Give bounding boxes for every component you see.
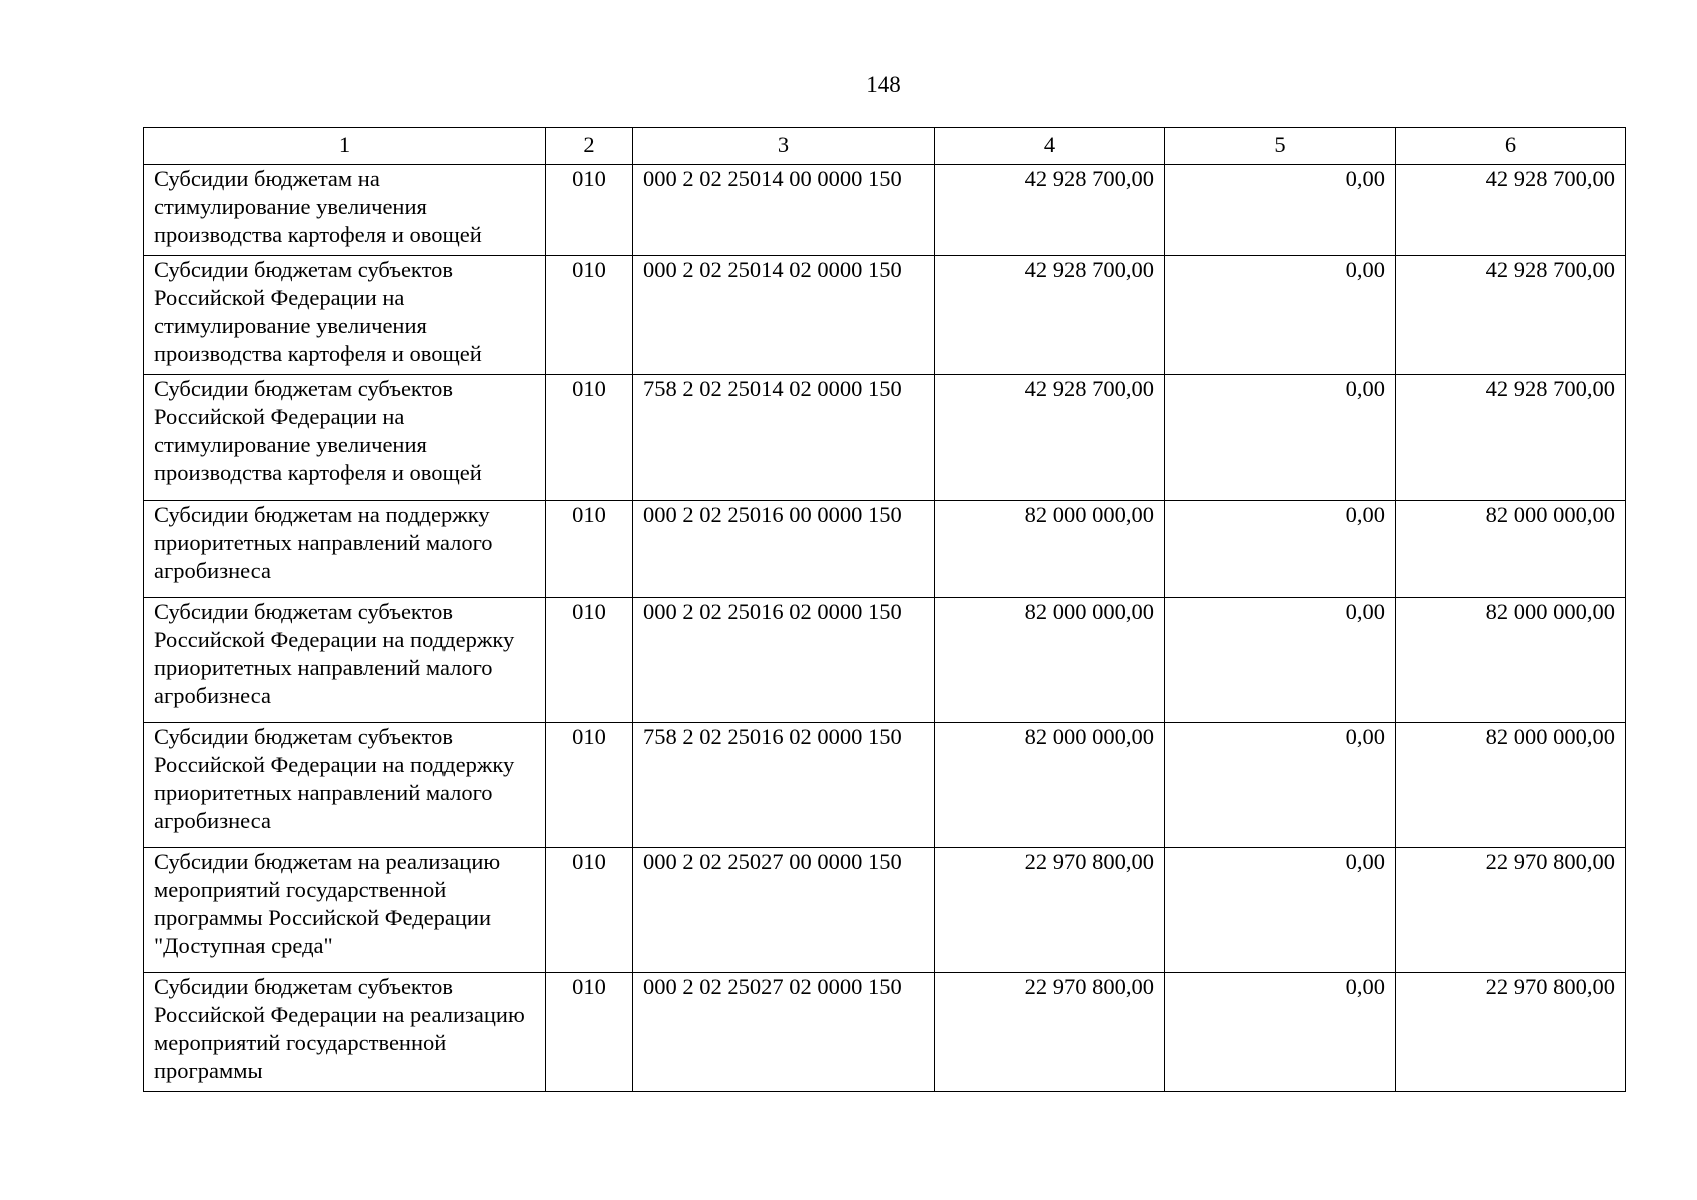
row-col5: 0,00 [1165,501,1396,598]
row-col6: 22 970 800,00 [1396,848,1626,973]
row-code: 010 [546,165,633,256]
row-code: 010 [546,375,633,501]
row-col6: 82 000 000,00 [1396,501,1626,598]
row-code: 010 [546,973,633,1092]
row-col4: 42 928 700,00 [935,256,1165,375]
row-code: 010 [546,501,633,598]
row-col4: 82 000 000,00 [935,598,1165,723]
row-col6: 82 000 000,00 [1396,598,1626,723]
row-col5: 0,00 [1165,848,1396,973]
row-name: Субсидии бюджетам на поддержку приоритетных направлений малого агробизнеса [144,501,546,598]
column-header-2: 2 [546,128,633,165]
row-kbk: 000 2 02 25016 02 0000 150 [633,598,935,723]
budget-table [143,127,1626,1092]
row-kbk: 758 2 02 25014 02 0000 150 [633,375,935,501]
row-code: 010 [546,723,633,848]
row-col6: 82 000 000,00 [1396,723,1626,848]
row-code: 010 [546,256,633,375]
row-col6: 22 970 800,00 [1396,973,1626,1092]
row-col6: 42 928 700,00 [1396,375,1626,501]
row-col5: 0,00 [1165,598,1396,723]
row-kbk: 000 2 02 25014 02 0000 150 [633,256,935,375]
page-number: 148 [866,72,901,97]
row-col5: 0,00 [1165,375,1396,501]
column-header-5: 5 [1165,128,1396,165]
row-col6: 42 928 700,00 [1396,165,1626,256]
row-col5: 0,00 [1165,165,1396,256]
table-row [144,375,1626,501]
row-name: Субсидии бюджетам субъектов Российской Федерации на стимулирование увеличения производства картофеля и овощей [144,256,546,375]
row-name: Субсидии бюджетам субъектов Российской Федерации на поддержку приоритетных направлений малого агробизнеса [144,723,546,848]
row-name: Субсидии бюджетам субъектов Российской Федерации на реализацию мероприятий государственной программы [144,973,546,1092]
row-name: Субсидии бюджетам на реализацию мероприятий государственной программы Российской Федерации "Доступная среда" [144,848,546,973]
table-row [144,256,1626,375]
row-kbk: 000 2 02 25027 02 0000 150 [633,973,935,1092]
column-header-1: 1 [144,128,546,165]
row-col4: 42 928 700,00 [935,165,1165,256]
table-row [144,598,1626,723]
row-col4: 82 000 000,00 [935,723,1165,848]
table-row [144,165,1626,256]
row-kbk: 000 2 02 25016 00 0000 150 [633,501,935,598]
column-header-3: 3 [633,128,935,165]
row-code: 010 [546,848,633,973]
row-col5: 0,00 [1165,256,1396,375]
row-col5: 0,00 [1165,973,1396,1092]
table-row [144,848,1626,973]
row-col4: 42 928 700,00 [935,375,1165,501]
header-row [144,128,1626,165]
row-kbk: 758 2 02 25016 02 0000 150 [633,723,935,848]
column-header-6: 6 [1396,128,1626,165]
row-col4: 22 970 800,00 [935,973,1165,1092]
row-name: Субсидии бюджетам на стимулирование увеличения производства картофеля и овощей [144,165,546,256]
row-name: Субсидии бюджетам субъектов Российской Федерации на поддержку приоритетных направлений малого агробизнеса [144,598,546,723]
row-col6: 42 928 700,00 [1396,256,1626,375]
row-col4: 22 970 800,00 [935,848,1165,973]
table-row [144,723,1626,848]
row-code: 010 [546,598,633,723]
row-col4: 82 000 000,00 [935,501,1165,598]
row-kbk: 000 2 02 25027 00 0000 150 [633,848,935,973]
row-col5: 0,00 [1165,723,1396,848]
table-row [144,973,1626,1092]
row-name: Субсидии бюджетам субъектов Российской Федерации на стимулирование увеличения производства картофеля и овощей [144,375,546,501]
row-kbk: 000 2 02 25014 00 0000 150 [633,165,935,256]
column-header-4: 4 [935,128,1165,165]
table-row [144,501,1626,598]
